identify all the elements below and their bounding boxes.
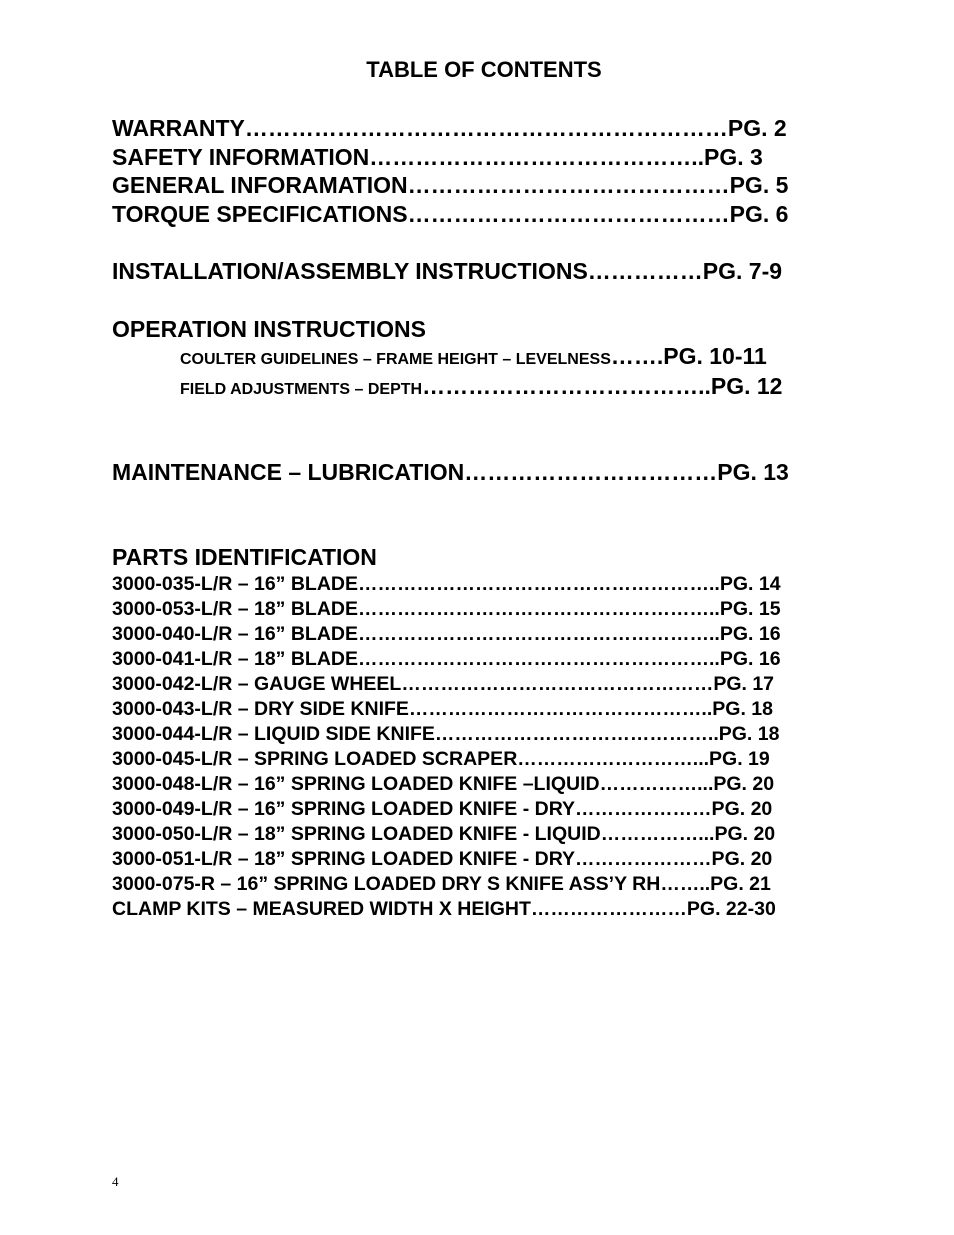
operation-heading: OPERATION INSTRUCTIONS [112,316,426,342]
parts-item: 3000-051-L/R – 18” SPRING LOADED KNIFE - DRY…………………PG. 20 [112,848,773,870]
toc-entry-installation: INSTALLATION/ASSEMBLY INSTRUCTIONS……………PG. 7-9 [112,258,783,284]
toc-entry-general: GENERAL INFORAMATION……………………………………PG. 5 [112,172,789,198]
subentry-label: COULTER GUIDELINES – FRAME HEIGHT – LEVELNESS [180,351,611,368]
parts-item: 3000-045-L/R – SPRING LOADED SCRAPER………………………...PG. 19 [112,748,770,770]
parts-item: 3000-040-L/R – 16” BLADE………………………………………………..PG. 16 [112,623,781,645]
parts-item: 3000-043-L/R – DRY SIDE KNIFE………………………………………..PG. 18 [112,698,773,720]
toc-entry-maintenance: MAINTENANCE – LUBRICATION……………………………PG. 13 [112,459,789,485]
page-title: TABLE OF CONTENTS [366,57,602,82]
toc-entry-safety: SAFETY INFORMATION……………………………………..PG. 3 [112,144,763,170]
parts-item: 3000-042-L/R – GAUGE WHEEL…………………………………………PG. 17 [112,673,775,695]
parts-item: 3000-044-L/R – LIQUID SIDE KNIFE……………………………………..PG. 18 [112,723,780,745]
subentry-page: ………………………………..PG. 12 [422,373,783,399]
parts-item: 3000-041-L/R – 18” BLADE………………………………………………..PG. 16 [112,648,781,670]
parts-item: 3000-050-L/R – 18” SPRING LOADED KNIFE - LIQUID……………...PG. 20 [112,823,776,845]
toc-subentry-field [180,375,782,398]
page-number: 4 [112,1174,119,1189]
toc-entry-torque: TORQUE SPECIFICATIONS……………………………………PG. 6 [112,201,789,227]
subentry-label: FIELD ADJUSTMENTS – DEPTH [180,381,423,398]
toc-entry-warranty: WARRANTY………………………………………………………PG. 2 [112,115,787,141]
parts-item: 3000-048-L/R – 16” SPRING LOADED KNIFE –LIQUID……………...PG. 20 [112,773,775,795]
parts-item: 3000-053-L/R – 18” BLADE………………………………………………..PG. 15 [112,598,781,620]
parts-heading: PARTS IDENTIFICATION [112,544,377,570]
toc-subentry-coulter [180,345,767,368]
parts-item: 3000-035-L/R – 16” BLADE………………………………………………..PG. 14 [112,573,781,595]
parts-item: 3000-049-L/R – 16” SPRING LOADED KNIFE - DRY…………………PG. 20 [112,798,773,820]
parts-item: 3000-075-R – 16” SPRING LOADED DRY S KNIFE ASS’Y RH……..PG. 21 [112,873,771,895]
subentry-page: …….PG. 10-11 [610,343,767,369]
parts-item: CLAMP KITS – MEASURED WIDTH X HEIGHT……………………PG. 22-30 [112,898,776,920]
